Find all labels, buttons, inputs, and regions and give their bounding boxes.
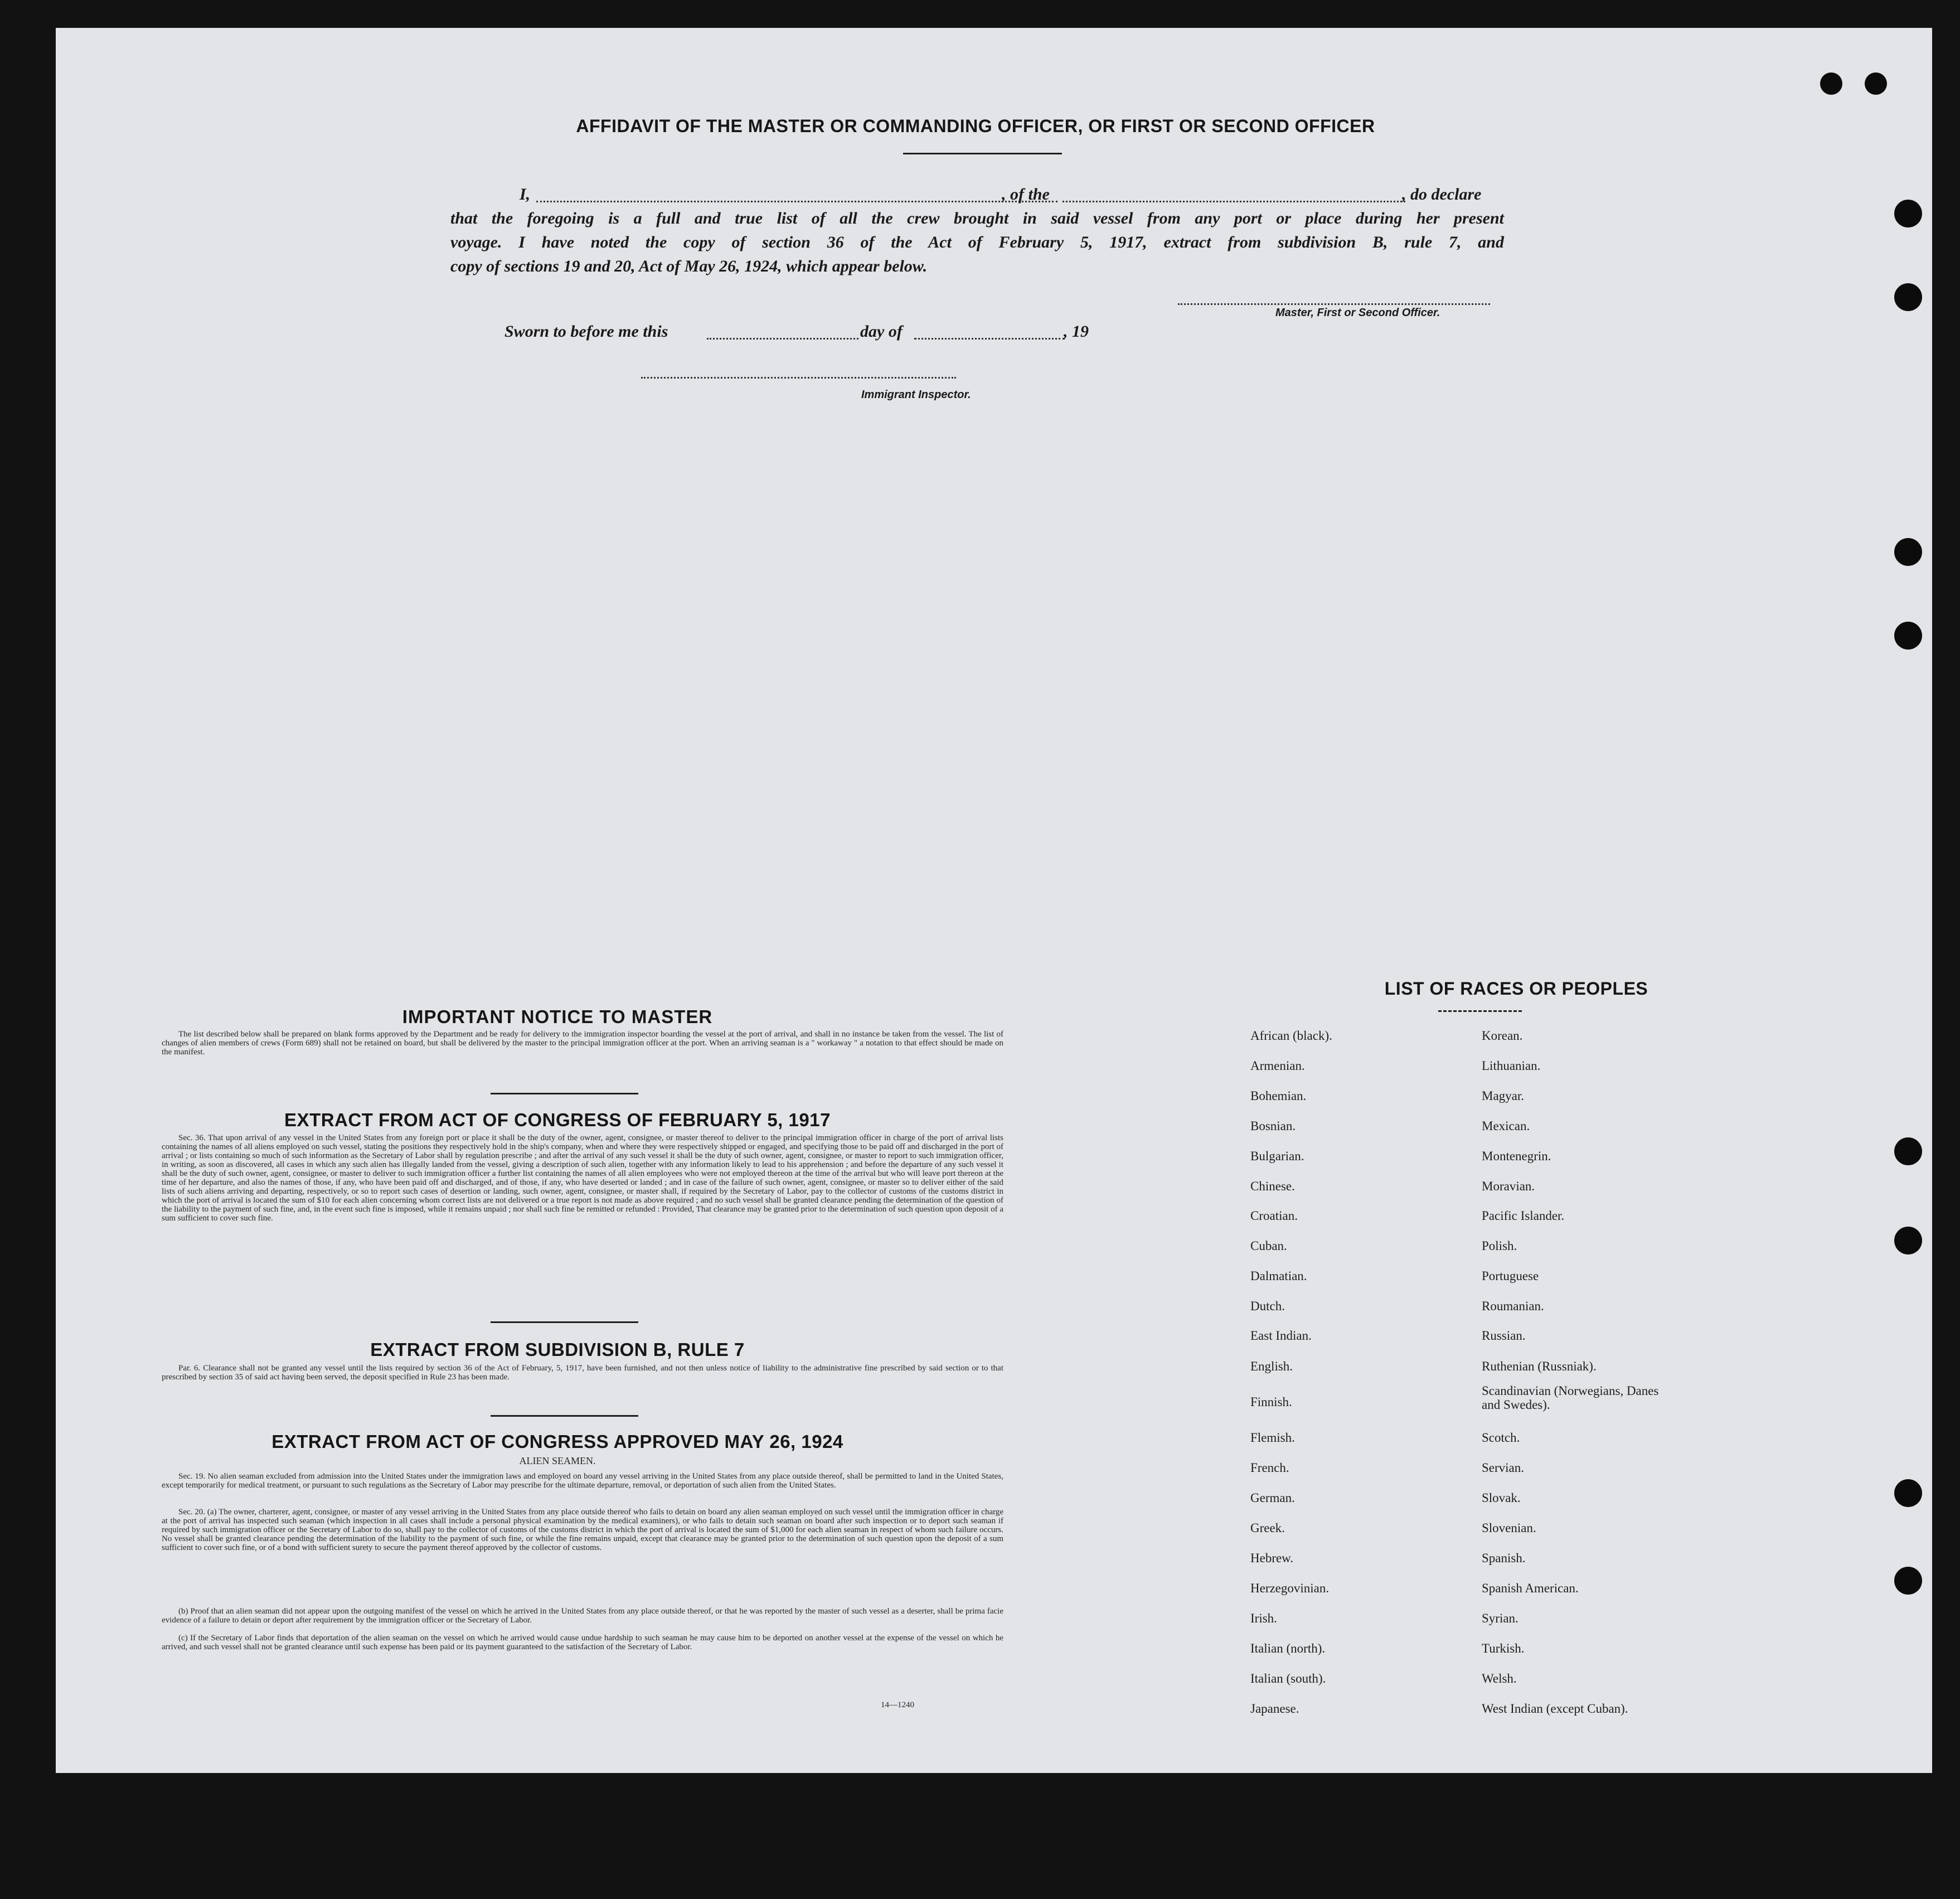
affidavit-title-rule [903, 153, 1062, 154]
extract-1924-title: EXTRACT FROM ACT OF CONGRESS APPROVED MAY 26, 1924 [271, 1431, 843, 1452]
race-item: Dalmatian. [1250, 1269, 1307, 1283]
race-item: Roumanian. [1482, 1299, 1544, 1313]
race-item: Scotch. [1482, 1431, 1520, 1445]
form-page [56, 28, 1932, 1773]
race-item: Montenegrin. [1482, 1149, 1551, 1163]
affidavit-declare: , do declare [1402, 185, 1482, 204]
race-item: Cuban. [1250, 1239, 1287, 1253]
race-item: Slovak. [1482, 1491, 1521, 1505]
inspector-signature-label: Immigrant Inspector. [861, 389, 971, 401]
race-item: Slovenian. [1482, 1521, 1536, 1535]
race-item: Korean. [1482, 1029, 1523, 1043]
race-item: Spanish. [1482, 1551, 1526, 1565]
punch-hole [1894, 622, 1922, 650]
master-signature-label: Master, First or Second Officer. [1275, 307, 1440, 319]
race-item: Moravian. [1482, 1179, 1535, 1193]
vessel-blank[interactable] [1063, 201, 1405, 202]
punch-hole [1894, 283, 1922, 311]
name-blank[interactable] [536, 201, 1057, 202]
race-item: Armenian. [1250, 1059, 1305, 1073]
extract-rule7-body: Par. 6. Clearance shall not be granted any vessel until the lists required by section 36 of the Act of February, 5, 1917, have been furnished, and not then unless notice of liability to the administrative fine prescribed by said section or to that prescribed by section 35 of said act having been served, the deposit specified in Rule 23 has been made. [162, 1364, 1003, 1382]
race-item: East Indian. [1250, 1329, 1312, 1343]
race-item: English. [1250, 1359, 1293, 1373]
race-item: Portuguese [1482, 1269, 1539, 1283]
race-item: Herzegovinian. [1250, 1581, 1330, 1595]
affidavit-line-2: that the foregoing is a full and true list of all the crew brought in said vessel from any port or place during her present [450, 209, 1504, 227]
race-item: Pacific Islander. [1482, 1209, 1565, 1223]
affidavit-i: I, [520, 185, 531, 204]
extract-rule7-title: EXTRACT FROM SUBDIVISION B, RULE 7 [370, 1339, 745, 1360]
inspector-signature-line[interactable] [641, 377, 956, 379]
master-signature-line[interactable] [1178, 303, 1490, 305]
sworn-year: , 19 [1064, 322, 1089, 341]
affidavit-of-the: , of the [1002, 185, 1050, 204]
race-item: French. [1250, 1461, 1289, 1475]
race-item: Italian (south). [1250, 1672, 1326, 1685]
sworn-day-blank[interactable] [707, 338, 858, 340]
race-item: Chinese. [1250, 1179, 1295, 1193]
punch-hole [1820, 72, 1842, 95]
extract-1924-sec20a: Sec. 20. (a) The owner, charterer, agent, consignee, or master of any vessel arriving in the United States from any place outside thereof who fails to detain on board any alien seaman employed on such vessel until the immigration officer in charge at the port of arrival has inspected such seaman (which inspection in all cases shall include a personal physical examination by the medical examiners), or who fails to detain such seaman on board after such inspection or to deport such seaman if required by such immigration officer or the Secretary of Labor to do so, shall pay to the collector of customs of the customs district in which the port of arrival is located the sum of $1,000 for each alien seaman in respect of whom such failure occurs. No vessel shall be granted clearance pending the determination of the liability to the payment of such fine, or while the fine remains unpaid, except that clearance may be granted prior to the determination of such question upon the deposit of a sum sufficient to cover such fine, or of a bond with sufficient surety to secure the payment thereof approved by the collector of customs. [162, 1508, 1003, 1552]
race-item: Flemish. [1250, 1431, 1295, 1445]
race-item: Syrian. [1482, 1611, 1518, 1625]
extract-1917-title: EXTRACT FROM ACT OF CONGRESS OF FEBRUARY 5, 1917 [284, 1110, 831, 1130]
extract-1924-sec20c: (c) If the Secretary of Labor finds that deportation of the alien seaman on the vessel on which he arrived would cause undue hardship to such seaman he may cause him to be deported on another vessel at the expense of the vessel on which he arrived, and such vessel shall not be granted clearance until such expense has been paid or its payment guaranteed to the satisfaction of the Secretary of Labor. [162, 1634, 1003, 1651]
race-item: Mexican. [1482, 1119, 1530, 1133]
race-item: Magyar. [1482, 1089, 1525, 1103]
race-item: Welsh. [1482, 1672, 1517, 1685]
race-item: Turkish. [1482, 1641, 1525, 1655]
affidavit-line-3: voyage. I have noted the copy of section 36 of the Act of February 5, 1917, extract from subdivision B, rule 7, and [450, 233, 1504, 251]
race-item: Spanish American. [1482, 1581, 1579, 1595]
race-item: German. [1250, 1491, 1295, 1505]
punch-hole [1894, 1137, 1922, 1165]
race-item: Hebrew. [1250, 1551, 1294, 1565]
extract-rule7-rule [491, 1415, 638, 1417]
punch-hole [1865, 72, 1887, 95]
race-item: Ruthenian (Russniak). [1482, 1359, 1597, 1373]
race-item: Japanese. [1250, 1702, 1299, 1716]
race-item: Italian (north). [1250, 1641, 1326, 1655]
race-item: Croatian. [1250, 1209, 1298, 1223]
race-item: Scandinavian (Norwegians, Danes and Swedes). [1482, 1384, 1659, 1412]
race-item: Lithuanian. [1482, 1059, 1541, 1073]
race-item: Bosnian. [1250, 1119, 1296, 1133]
sworn-text: Sworn to before me this [504, 322, 668, 341]
affidavit-title: AFFIDAVIT OF THE MASTER OR COMMANDING OFFICER, OR FIRST OR SECOND OFFICER [576, 116, 1375, 136]
race-item: Dutch. [1250, 1299, 1285, 1313]
extract-1924-sec20b: (b) Proof that an alien seaman did not appear upon the outgoing manifest of the vessel on which he arrived in the United States from any place outside thereof, or that he was reported by the master of such vessel as a deserter, shall be prima facie evidence of a failure to detain or deport after requirement by the immigration officer or the Secretary of Labor. [162, 1607, 1003, 1625]
notice-title: IMPORTANT NOTICE TO MASTER [402, 1006, 713, 1027]
extract-1917-rule [491, 1321, 638, 1323]
sworn-day-of: day of [860, 322, 903, 341]
extract-1924-sec19: Sec. 19. No alien seaman excluded from admission into the United States under the immigration laws and employed on board any vessel arriving in the United States from any place outside thereof, shall be permitted to land in the United States, except temporarily for medical treatment, or pursuant to such regulations as the Secretary of Labor may prescribe for the ultimate departure, removal, or deportation of such alien from the United States. [162, 1472, 1003, 1490]
extract-1924-subtitle: ALIEN SEAMEN. [519, 1455, 596, 1466]
race-item: Bulgarian. [1250, 1149, 1304, 1163]
race-item: Finnish. [1250, 1395, 1292, 1409]
race-item: Irish. [1250, 1611, 1277, 1625]
notice-rule [491, 1093, 638, 1094]
race-item: Greek. [1250, 1521, 1285, 1535]
race-item: Polish. [1482, 1239, 1517, 1253]
race-item: West Indian (except Cuban). [1482, 1702, 1628, 1716]
races-title-rule [1438, 1010, 1522, 1012]
punch-hole [1894, 1479, 1922, 1507]
notice-body: The list described below shall be prepared on blank forms approved by the Department and be ready for delivery to the immigration inspector boarding the vessel at the port of arrival, and shall in no instance be taken from the vessel. The list of changes of alien members of crews (Form 689) shall not be retained on board, but shall be delivered by the master to the principal immigration officer at the port. When an arriving seaman is a " workaway " a notation to that effect should be made on the manifest. [162, 1030, 1003, 1057]
affidavit-line-4: copy of sections 19 and 20, Act of May 26, 1924, which appear below. [450, 257, 928, 275]
form-number: 14—1240 [881, 1701, 914, 1709]
race-item: Servian. [1482, 1461, 1525, 1475]
sworn-month-blank[interactable] [914, 338, 1065, 340]
punch-hole [1894, 1567, 1922, 1595]
punch-hole [1894, 200, 1922, 227]
race-item: Bohemian. [1250, 1089, 1307, 1103]
punch-hole [1894, 538, 1922, 566]
race-item: Russian. [1482, 1329, 1526, 1343]
race-item: African (black). [1250, 1029, 1332, 1043]
punch-hole [1894, 1227, 1922, 1254]
races-title: LIST OF RACES OR PEOPLES [1384, 978, 1648, 999]
extract-1917-body: Sec. 36. That upon arrival of any vessel in the United States from any foreign port or place it shall be the duty of the owner, agent, consignee, or master thereof to deliver to the principal immigration officer in charge of the port of arrival lists containing the names of all aliens employed on such vessel, stating the positions they respectively hold in the ship's company, when and where they were respectively shipped or engaged, and specifying those to be paid off and discharged in the port of arrival ; or lists containing so much of such information as the Secretary of Labor shall by regulation prescribe ; and after the arrival of any such vessel it shall be the duty of such owner, agent, consignee, or master to report to such immigration officer, in writing, as soon as discovered, all cases in which any such alien has illegally landed from the vessel, giving a description of such alien, together with any information likely to lead to his apprehension ; and before the departure of any such vessel it shall be the duty of such owner, agent, consignee, or master to deliver to such immigration officer a further list containing the names of all alien employees who were not employed thereon at the time of the arrival but who will leave port thereon at the time of her departure, and also the names of those, if any, who have been paid off and discharged, and of those, if any, who have deserted or landed ; and in case of the failure of such owner, agent, consignee, or master so to deliver either of the said lists of such aliens arriving and departing, respectively, or so to report such cases of desertion or landing, such owner, agent, consignee, or master shall, if required by the Secretary of Labor, pay to the collector of customs of the customs district in which the port of arrival is located the sum of $10 for each alien concerning whom correct lists are not delivered or a true report is not made as above required ; and no such vessel shall be granted clearance pending the determination of the question of the liability to the payment of such fine, and, in the event such fine is imposed, while it remains unpaid ; nor shall such fine be remitted or refunded : Provided, That clearance may be granted prior to the determination of such question upon deposit of a sum sufficient to cover such fine. [162, 1133, 1003, 1223]
